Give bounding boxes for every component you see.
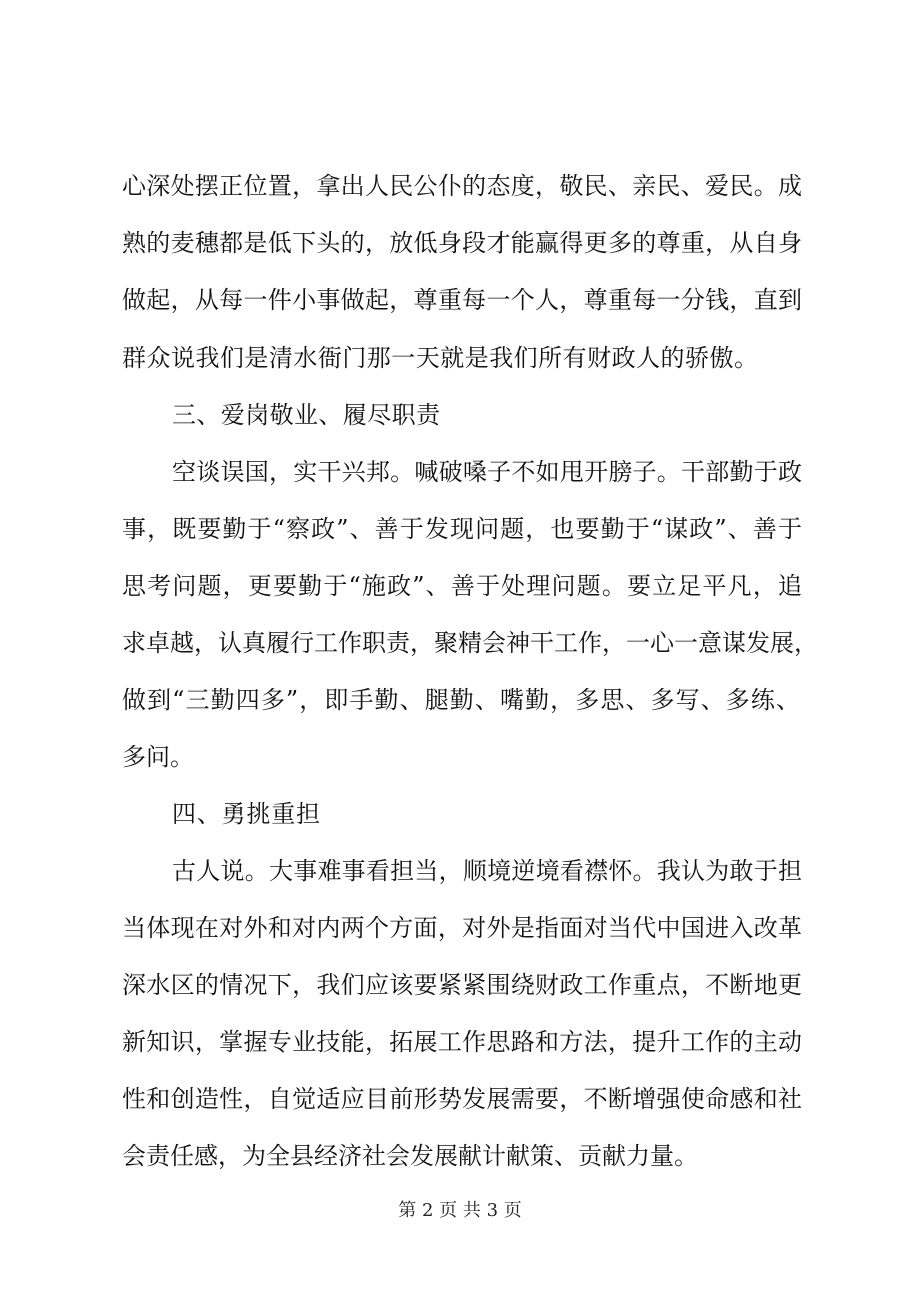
text-line-content: 多问。 [122, 743, 194, 771]
text-line-content: 空谈误国，实干兴邦。喊破嗓子不如甩开膀子。干部勤于政 [172, 458, 802, 486]
section-heading [0, 794, 920, 834]
text-line-content: 做起，从每一件小事做起，尊重每一个人，尊重每一分钱，直到 [122, 286, 802, 314]
text-line-content: 古人说。大事难事看担当，顺境逆境看襟怀。我认为敢于担 [172, 857, 802, 885]
text-line-content: 新知识，掌握专业技能，拓展工作思路和方法，提升工作的主动 [122, 1028, 802, 1056]
text-line [0, 737, 920, 777]
text-line-content: 熟的麦穗都是低下头的，放低身段才能赢得更多的尊重，从自身 [122, 229, 802, 257]
text-line [0, 223, 920, 263]
section-heading [0, 395, 920, 435]
text-line-content: 心深处摆正位置，拿出人民公仆的态度，敬民、亲民、爱民。成 [122, 172, 802, 200]
text-line [0, 452, 920, 492]
text-line-content: 深水区的情况下，我们应该要紧紧围绕财政工作重点，不断地更 [122, 971, 802, 999]
text-line [0, 965, 920, 1005]
text-line [0, 509, 920, 549]
section-heading-text: 三、爱岗敬业、履尽职责 [172, 401, 440, 429]
text-line-content: 群众说我们是清水衙门那一天就是我们所有财政人的骄傲。 [122, 344, 758, 372]
text-line [0, 680, 920, 720]
section-heading-text: 四、勇挑重担 [172, 800, 320, 828]
text-line-content: 求卓越，认真履行工作职责，聚精会神干工作，一心一意谋发展， [122, 629, 818, 657]
page-footer: 第 2 页 共 3 页 [398, 1200, 522, 1221]
text-line [0, 1136, 920, 1176]
text-line-content: 做到“三勤四多”，即手勤、腿勤、嘴勤，多思、多写、多练、 [122, 686, 800, 714]
text-line [0, 166, 920, 206]
text-line [0, 851, 920, 891]
text-line [0, 623, 920, 663]
text-line [0, 280, 920, 320]
text-line-content: 当体现在对外和对内两个方面，对外是指面对当代中国进入改革 [122, 914, 802, 942]
text-line [0, 908, 920, 948]
text-line [0, 566, 920, 606]
text-line [0, 1022, 920, 1062]
text-line-content: 会责任感，为全县经济社会发展献计献策、贡献力量。 [122, 1142, 698, 1170]
text-line [0, 1079, 920, 1119]
text-line [0, 338, 920, 378]
text-line-content: 思考问题，更要勤于“施政”、善于处理问题。要立足平凡，追 [122, 572, 802, 600]
text-line-content: 性和创造性，自觉适应目前形势发展需要，不断增强使命感和社 [122, 1085, 802, 1113]
text-line-content: 事，既要勤于“察政”、善于发现问题，也要勤于“谋政”、善于 [122, 515, 802, 543]
